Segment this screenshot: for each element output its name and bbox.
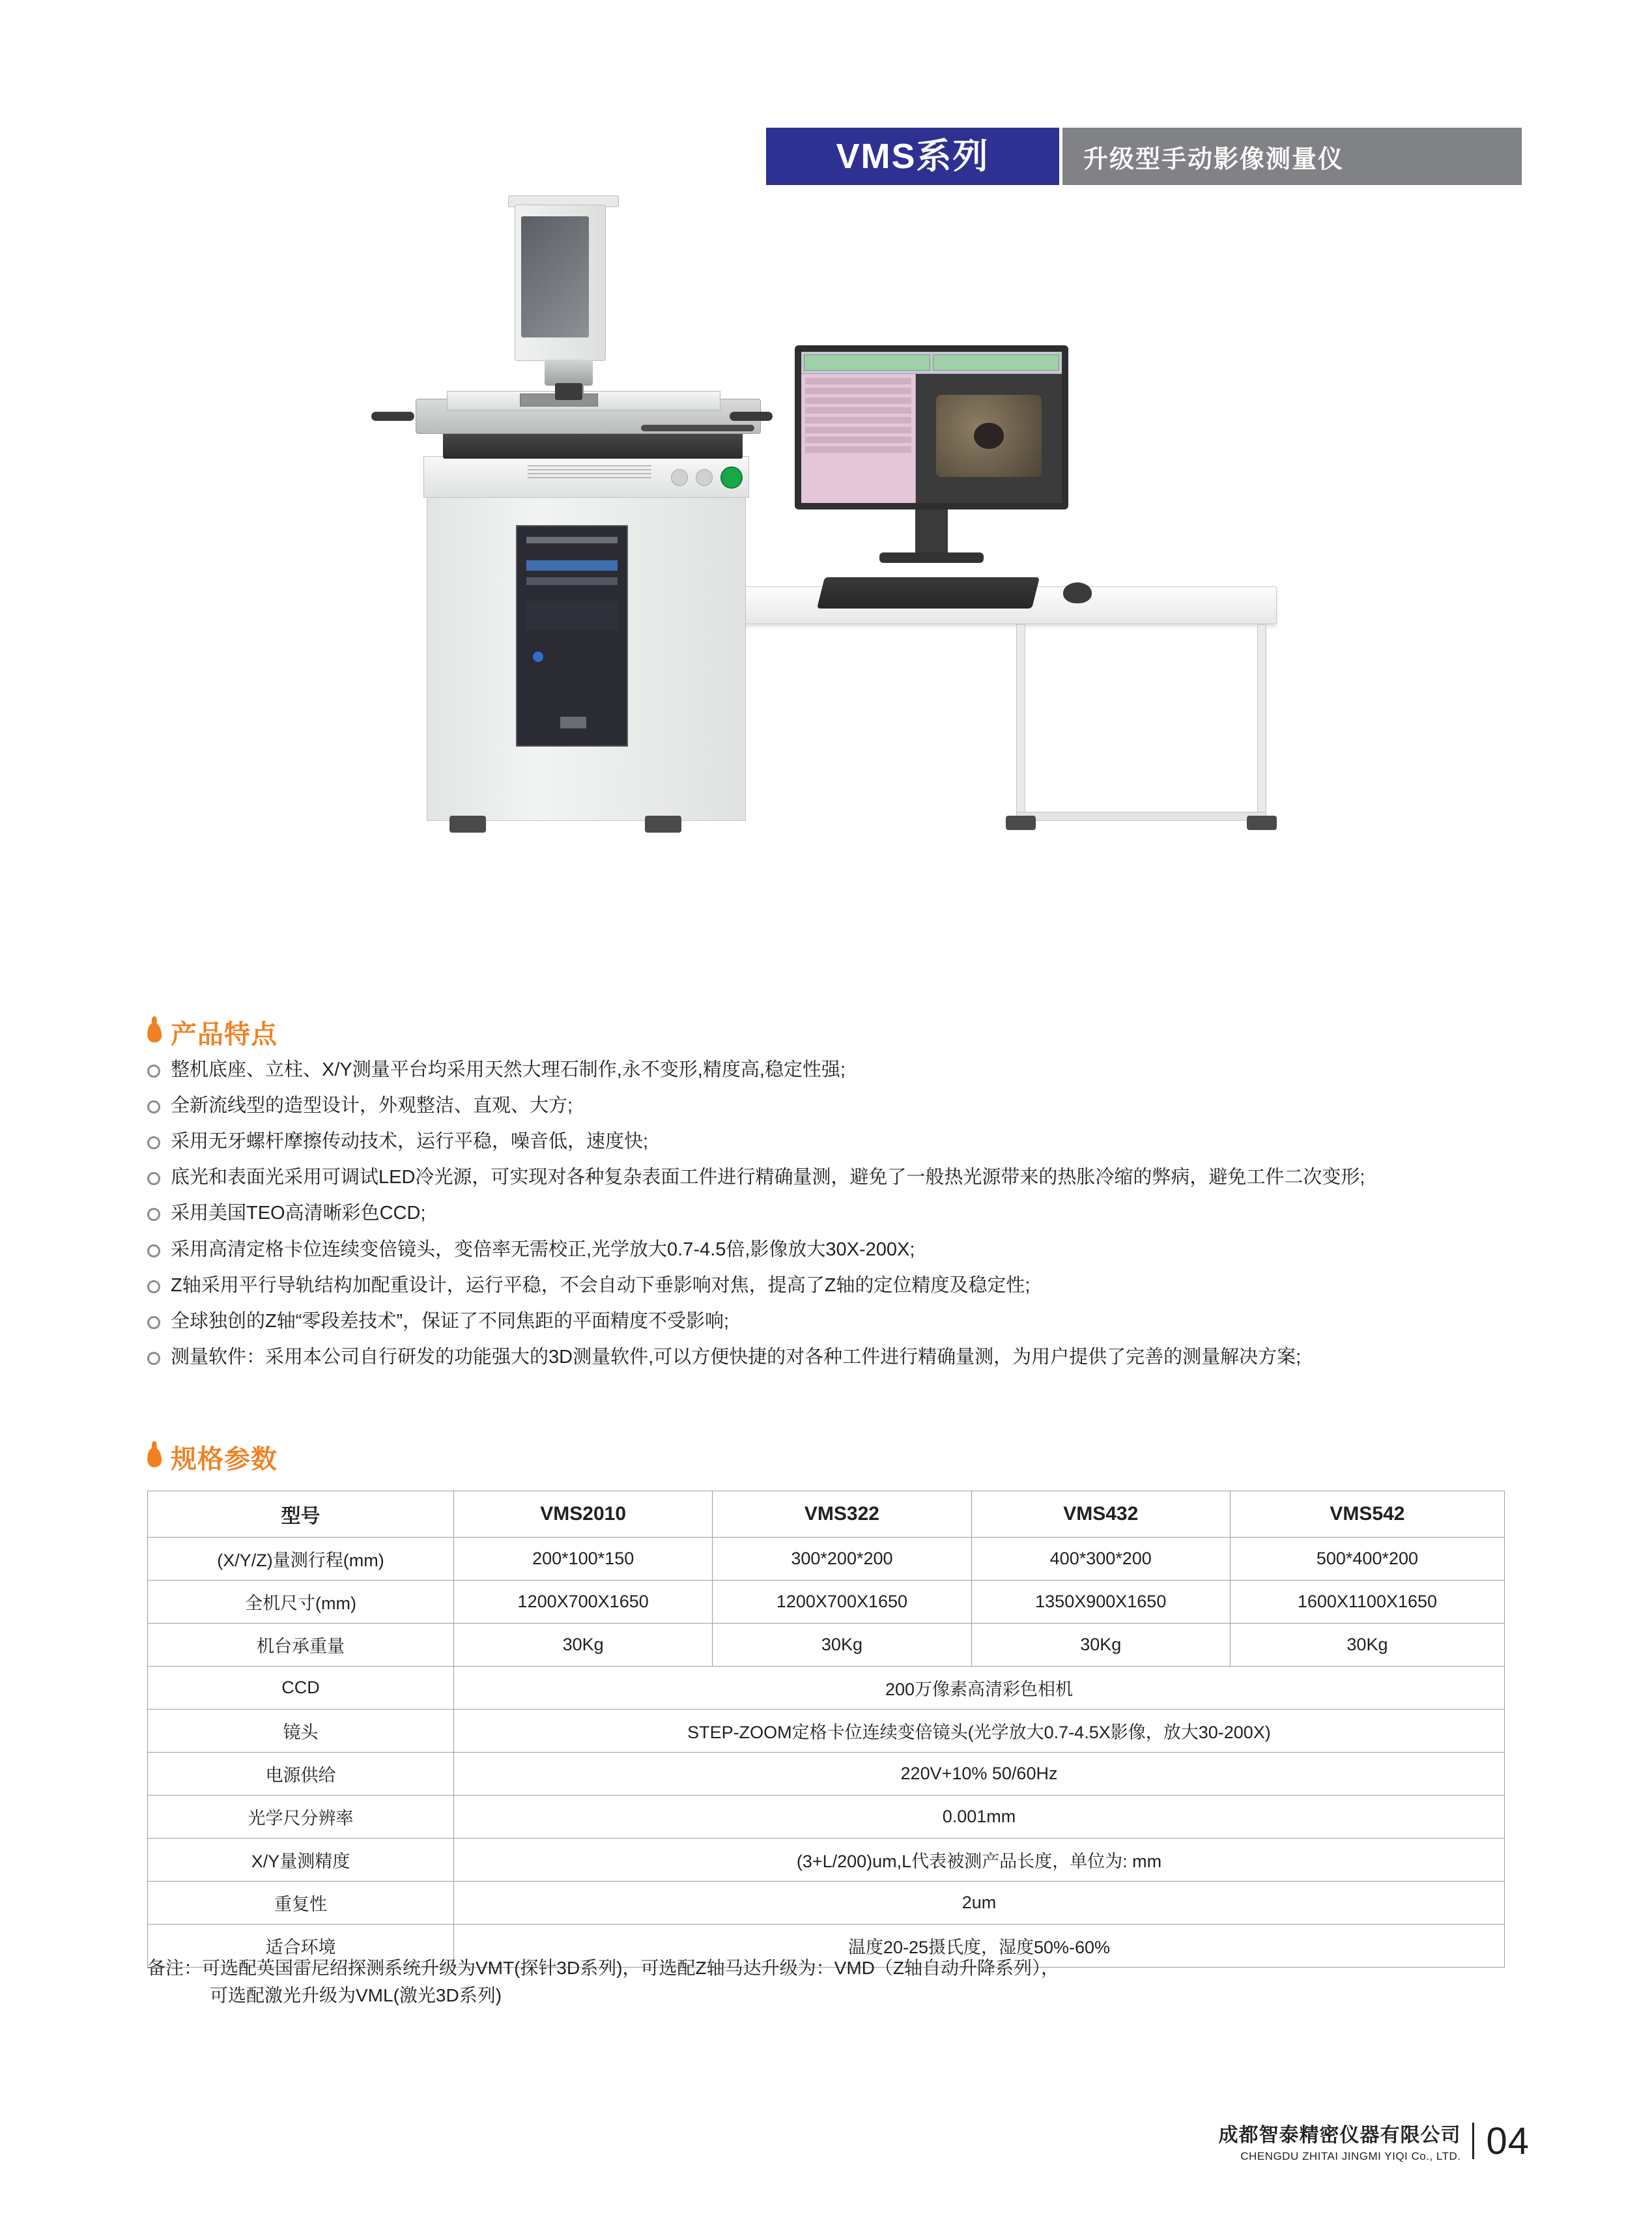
row-value: 500*400*200 bbox=[1230, 1538, 1504, 1581]
company-name-cn: 成都智泰精密仪器有限公司 bbox=[1218, 2125, 1461, 2146]
list-item bbox=[147, 1058, 1522, 1082]
column-header: VMS432 bbox=[971, 1491, 1230, 1538]
monitor-screen bbox=[801, 352, 1062, 503]
table-row bbox=[148, 1882, 1505, 1925]
list-item bbox=[147, 1094, 1522, 1118]
row-value: 220V+10% 50/60Hz bbox=[454, 1753, 1505, 1796]
bullet-icon bbox=[147, 1352, 160, 1365]
control-knob-1 bbox=[671, 469, 688, 486]
stage-handle-left bbox=[371, 412, 414, 421]
pc-grille bbox=[526, 601, 618, 629]
row-value: 30Kg bbox=[1230, 1624, 1504, 1667]
feature-text: 整机底座、立柱、X/Y测量平台均采用天然大理石制作,永不变形,精度高,稳定性强; bbox=[171, 1059, 846, 1080]
toolbar-strip-1 bbox=[804, 354, 930, 371]
stage-handle-right bbox=[730, 412, 773, 421]
banner-subtitle-block bbox=[1062, 128, 1522, 185]
monitor-stand bbox=[915, 509, 948, 555]
list-item bbox=[147, 1310, 1522, 1334]
feature-text: 采用无牙螺杆摩擦传动技术，运行平稳，噪音低，速度快; bbox=[171, 1131, 649, 1153]
list-item bbox=[147, 1345, 1522, 1369]
desk-leg-crossbar bbox=[1016, 812, 1266, 821]
footer-company bbox=[1218, 2119, 1460, 2163]
table-row bbox=[148, 1796, 1505, 1839]
row-value: (3+L/200)um,L代表被测产品长度，单位为: mm bbox=[454, 1839, 1505, 1882]
desk-foot-right bbox=[1247, 816, 1277, 830]
control-panel-label-plate bbox=[528, 465, 651, 480]
row-value: 200万像素高清彩色相机 bbox=[454, 1667, 1505, 1710]
power-indicator-icon bbox=[720, 466, 743, 489]
keyboard bbox=[817, 577, 1040, 609]
data-row bbox=[805, 417, 911, 423]
pc-front-panel-strip bbox=[526, 560, 618, 571]
data-row bbox=[805, 378, 911, 384]
list-item bbox=[147, 1201, 1522, 1226]
pc-drive-bay bbox=[526, 537, 618, 543]
data-row bbox=[805, 397, 911, 404]
granite-base bbox=[443, 430, 743, 459]
row-label: 光学尺分辨率 bbox=[148, 1796, 454, 1839]
row-value: 温度20-25摄氏度，湿度50%-60% bbox=[454, 1925, 1505, 1968]
list-item bbox=[147, 1274, 1522, 1298]
machine-brand-label: AI-Vision bbox=[666, 262, 685, 341]
pc-tower bbox=[516, 525, 628, 747]
banner-subtitle-label: 升级型手动影像测量仪 bbox=[1083, 145, 1345, 173]
software-workspace bbox=[801, 374, 1062, 503]
row-value: 300*200*200 bbox=[713, 1538, 971, 1581]
features-heading-label: 产品特点 bbox=[171, 1020, 278, 1049]
list-item bbox=[147, 1130, 1522, 1154]
desk-leg-right bbox=[1257, 624, 1266, 820]
feature-text: 底光和表面光采用可调试LED冷光源，可实现对各种复杂表面工件进行精确量测，避免了一般热光源带来的热胀冷缩的弊病，避免工件二次变形; bbox=[171, 1167, 1365, 1188]
monitor-base bbox=[879, 552, 984, 563]
software-toolbar bbox=[801, 352, 1062, 374]
table-header-row bbox=[148, 1491, 1505, 1538]
list-item bbox=[147, 1238, 1522, 1262]
bullet-icon bbox=[147, 1208, 160, 1221]
feature-text: Z轴采用平行导轨结构加配重设计，运行平稳，不会自动下垂影响对焦，提高了Z轴的定位精度及稳定性; bbox=[171, 1274, 1031, 1296]
flame-icon bbox=[147, 1447, 162, 1467]
machine-foot-right bbox=[645, 816, 681, 833]
row-value: 400*300*200 bbox=[971, 1538, 1230, 1581]
toolbar-strip-2 bbox=[933, 354, 1059, 371]
bullet-icon bbox=[147, 1316, 160, 1329]
column-header: 型号 bbox=[148, 1491, 454, 1538]
column-header: VMS542 bbox=[1230, 1491, 1504, 1538]
list-item bbox=[147, 1166, 1522, 1190]
feature-text: 全球独创的Z轴“零段差技术”，保证了不同焦距的平面精度不受影响; bbox=[171, 1310, 730, 1332]
objective-lens bbox=[555, 383, 582, 400]
row-value: STEP-ZOOM定格卡位连续变倍镜头(光学放大0.7-4.5X影像，放大30-200X) bbox=[454, 1710, 1505, 1753]
desk-foot-left bbox=[1006, 816, 1036, 830]
row-label: 机台承重量 bbox=[148, 1624, 454, 1667]
measured-part-image bbox=[936, 395, 1041, 478]
machine-foot-left bbox=[449, 816, 486, 833]
page-number: 04 bbox=[1486, 2119, 1530, 2162]
row-value: 30Kg bbox=[713, 1624, 971, 1667]
column-header: VMS2010 bbox=[454, 1491, 713, 1538]
data-row bbox=[805, 427, 911, 433]
data-row bbox=[805, 407, 911, 414]
row-value: 1200X700X1650 bbox=[713, 1581, 971, 1624]
table-row bbox=[148, 1538, 1505, 1581]
row-value: 1600X1100X1650 bbox=[1230, 1581, 1504, 1624]
bullet-icon bbox=[147, 1172, 160, 1185]
mouse bbox=[1063, 582, 1092, 603]
pc-vent-strip bbox=[526, 577, 618, 585]
row-label: X/Y量测精度 bbox=[148, 1839, 454, 1882]
bullet-icon bbox=[147, 1065, 160, 1078]
desk-leg-left bbox=[1016, 624, 1025, 820]
row-label: (X/Y/Z)量测行程(mm) bbox=[148, 1538, 454, 1581]
specs-heading-label: 规格参数 bbox=[171, 1445, 278, 1474]
row-label: 重复性 bbox=[148, 1882, 454, 1925]
features-list bbox=[147, 1058, 1522, 1381]
banner-series-label: VMS系列 bbox=[836, 137, 990, 176]
bullet-icon bbox=[147, 1280, 160, 1293]
table-row bbox=[148, 1624, 1505, 1667]
row-label: 适合环境 bbox=[148, 1925, 454, 1968]
column-header: VMS322 bbox=[713, 1491, 971, 1538]
data-row bbox=[805, 388, 911, 394]
feature-text: 采用美国TEO高清晰彩色CCD; bbox=[171, 1203, 426, 1224]
specs-section-heading bbox=[147, 1439, 278, 1476]
data-row bbox=[805, 437, 911, 443]
table-row bbox=[148, 1667, 1505, 1710]
stage-guide-rod bbox=[641, 425, 754, 431]
page-banner bbox=[766, 128, 1522, 185]
row-value: 30Kg bbox=[454, 1624, 713, 1667]
feature-text: 全新流线型的造型设计，外观整洁、直观、大方; bbox=[171, 1095, 573, 1117]
company-name-en: CHENGDU ZHITAI JINGMI YIQI Co., LTD. bbox=[1240, 2150, 1461, 2162]
bullet-icon bbox=[147, 1136, 160, 1149]
row-label: 镜头 bbox=[148, 1710, 454, 1753]
banner-series-block bbox=[766, 128, 1059, 185]
pc-logo bbox=[560, 717, 586, 728]
table-row bbox=[148, 1753, 1505, 1796]
specifications-table bbox=[147, 1491, 1505, 1968]
optical-head-cover bbox=[521, 216, 685, 341]
note-line-2: 可选配激光升级为VML(激光3D系列) bbox=[210, 1985, 502, 2005]
control-knob-2 bbox=[696, 469, 713, 486]
bullet-icon bbox=[147, 1244, 160, 1257]
row-label: CCD bbox=[148, 1667, 454, 1710]
table-row bbox=[148, 1839, 1505, 1882]
monitor bbox=[795, 345, 1068, 509]
software-camera-view bbox=[916, 374, 1062, 503]
footer-divider bbox=[1472, 2123, 1474, 2159]
bullet-icon bbox=[147, 1100, 160, 1113]
row-label: 全机尺寸(mm) bbox=[148, 1581, 454, 1624]
row-value: 200*100*150 bbox=[454, 1538, 713, 1581]
row-value: 1350X900X1650 bbox=[971, 1581, 1230, 1624]
table-notes bbox=[147, 1955, 1515, 2009]
data-row bbox=[805, 446, 911, 453]
feature-text: 采用高清定格卡位连续变倍镜头，变倍率无需校正,光学放大0.7-4.5倍,影像放大30X-200X; bbox=[171, 1239, 915, 1260]
product-photo bbox=[365, 195, 1303, 977]
flame-icon bbox=[147, 1022, 162, 1042]
page-footer bbox=[1218, 2119, 1530, 2163]
table-row bbox=[148, 1710, 1505, 1753]
row-value: 2um bbox=[454, 1882, 1505, 1925]
pc-power-button bbox=[533, 652, 543, 662]
lens-barrel bbox=[545, 360, 593, 386]
row-value: 30Kg bbox=[971, 1624, 1230, 1667]
software-data-panel bbox=[801, 374, 916, 503]
measured-part-hole bbox=[974, 423, 1003, 450]
row-value: 1200X700X1650 bbox=[454, 1581, 713, 1624]
note-line-1: 备注：可选配英国雷尼绍探测系统升级为VMT(探针3D系列)，可选配Z轴马达升级为：VMD（Z轴自动升降系列）， bbox=[147, 1958, 1059, 1978]
feature-text: 测量软件：采用本公司自行研发的功能强大的3D测量软件,可以方便快捷的对各种工件进行精确量测，为用户提供了完善的测量解决方案; bbox=[171, 1346, 1302, 1368]
features-section-heading bbox=[147, 1014, 278, 1051]
row-label: 电源供给 bbox=[148, 1753, 454, 1796]
row-value: 0.001mm bbox=[454, 1796, 1505, 1839]
table-row bbox=[148, 1581, 1505, 1624]
